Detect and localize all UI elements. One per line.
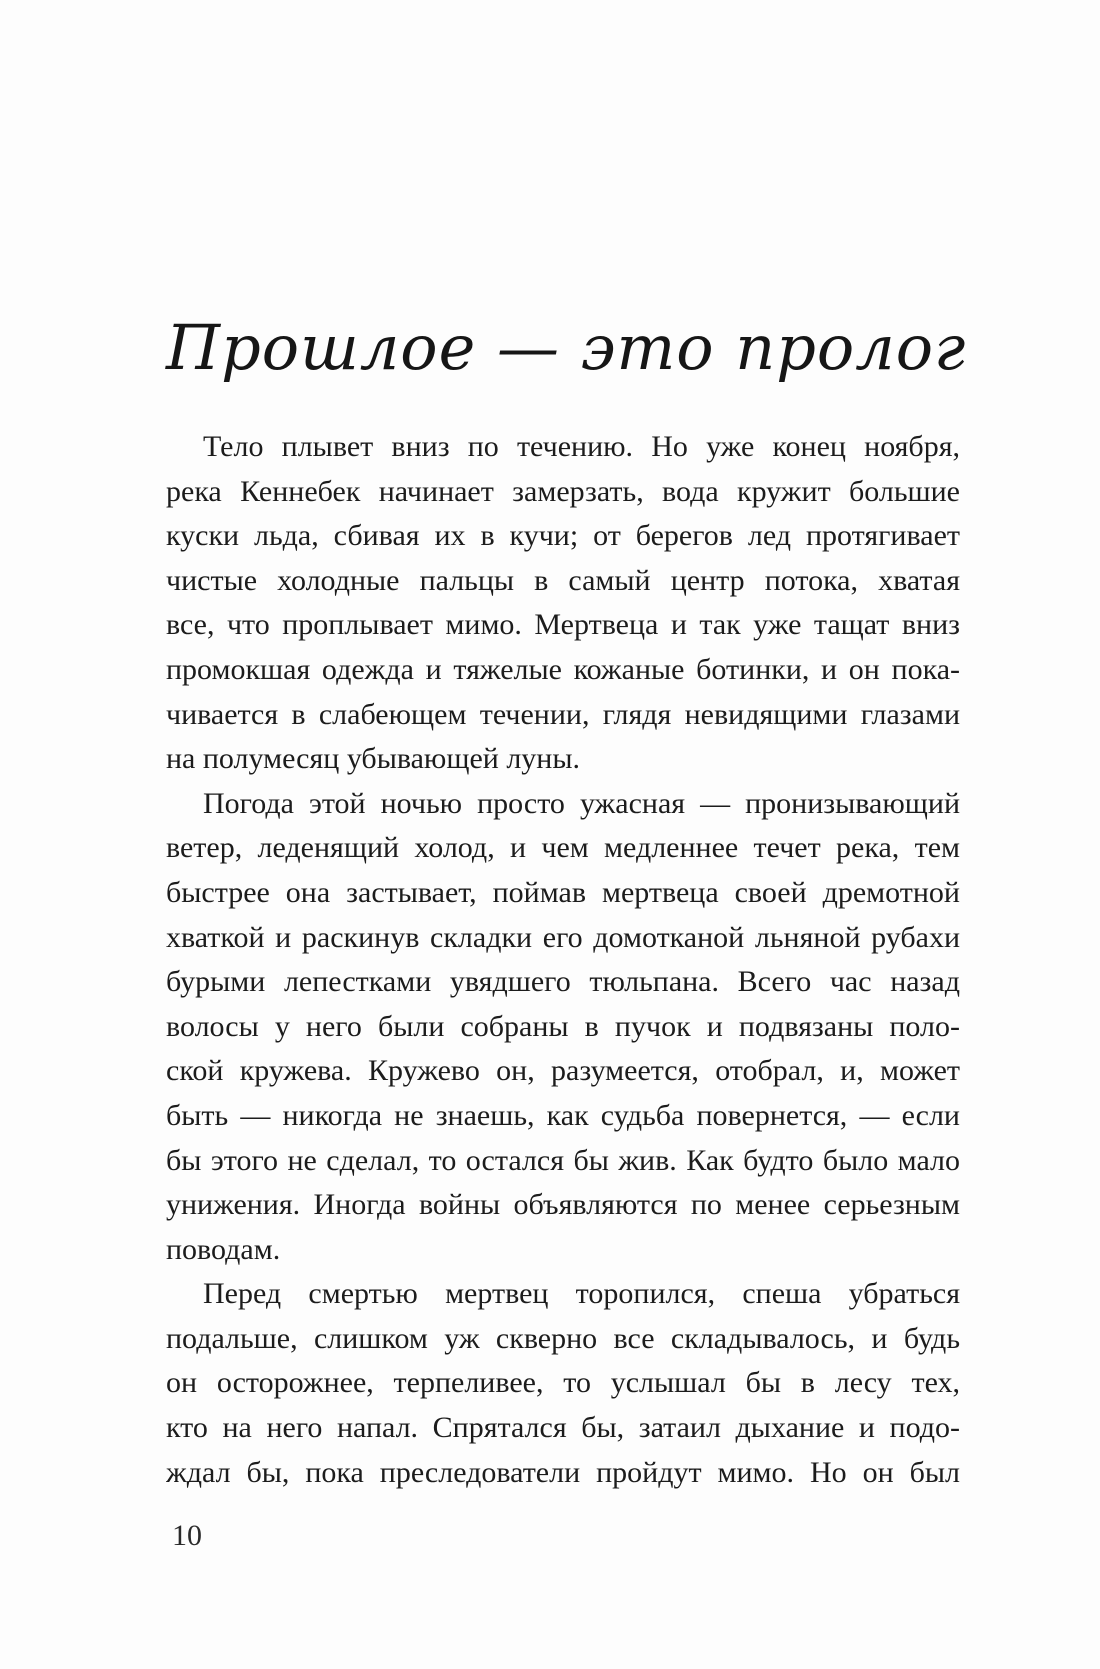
text-line: река Кеннебек начинает замерзать, вода кружит большие [166,474,960,508]
text-line: Погода этой ночью просто ужасная — пронизывающий [203,786,960,820]
text-line: поводам. [166,1232,281,1266]
text-line: быть — никогда не знаешь, как судьба повернется, — если [166,1098,960,1132]
chapter-title: Прошлое — это пролог [166,311,967,384]
paragraph [166,782,960,1273]
text-line: ской кружева. Кружево он, разумеется, отобрал, и, может [166,1054,960,1088]
text-line: Перед смертью мертвец торопился, спеша убраться [203,1277,960,1311]
text-line: хваткой и раскинув складки его домотканой льняной рубахи [166,920,960,954]
text-line: Тело плывет вниз по течению. Но уже конец ноября, [203,430,960,463]
text-line: унижения. Иногда войны объявляются по менее серьезным [166,1188,960,1222]
text-line: промокшая одежда и тяжелые кожаные ботинки, и он пока- [166,652,960,686]
text-line: ждал бы, пока преследователи пройдут мимо. Но он был [166,1455,960,1489]
text-line: бурыми лепестками увядшего тюльпана. Всего час назад [166,965,960,999]
body-text [166,425,960,1495]
text-line: на полумесяц убывающей луны. [166,742,580,776]
text-line: ветер, леденящий холод, и чем медленнее течет река, тем [166,831,960,865]
paragraph [166,1272,960,1495]
text-line: бы этого не сделал, то остался бы жив. Как будто было мало [166,1143,960,1177]
text-line: подальше, слишком уж скверно все складывалось, и будь [166,1321,960,1355]
paragraph [166,425,960,782]
text-line: все, что проплывает мимо. Мертвеца и так уже тащат вниз [166,608,960,642]
page-number: 10 [172,1519,202,1552]
text-line: чистые холодные пальцы в самый центр потока, хватая [166,563,960,597]
text-line: куски льда, сбивая их в кучи; от берегов лед протягивает [166,519,960,553]
text-line: чивается в слабеющем течении, глядя невидящими глазами [166,697,960,731]
text-line: кто на него напал. Спрятался бы, затаил дыхание и подо- [166,1411,960,1445]
text-line: быстрее она застывает, поймав мертвеца своей дремотной [166,875,960,909]
text-line: он осторожнее, терпеливее, то услышал бы в лесу тех, [166,1366,960,1400]
text-line: волосы у него были собраны в пучок и подвязаны поло- [166,1009,960,1043]
